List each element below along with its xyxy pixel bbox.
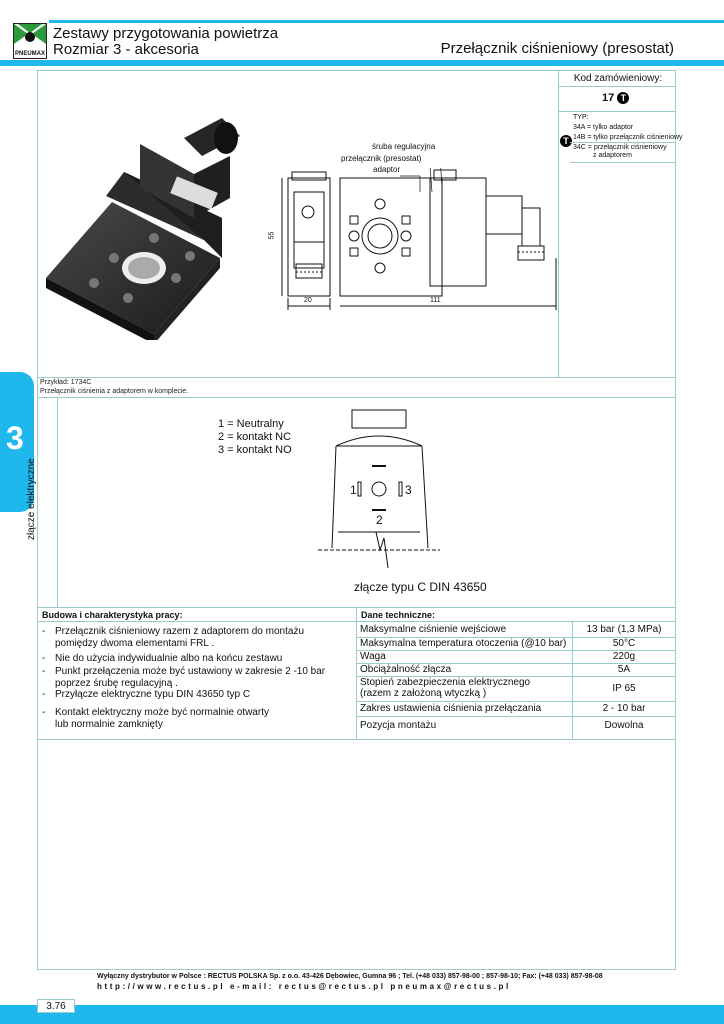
tech-key: Zakres ustawienia ciśnienia przełączania xyxy=(360,703,542,714)
construction-item-5-line1: Kontakt elektryczny może być normalnie otwarty xyxy=(55,707,269,718)
pin-1-label: 1 xyxy=(350,483,357,497)
bullet-dash: - xyxy=(42,666,46,677)
example-line2: Przełącznik ciśnienia z adaptorem w komplecie. xyxy=(40,388,189,395)
construction-item-4-line1: Przyłącze elektryczne typu DIN 43650 typ C xyxy=(55,689,251,700)
tech-value: 220g xyxy=(612,651,636,662)
type-option-14b: 14B = tylko przełącznik ciśnieniowy xyxy=(573,134,683,141)
construction-item-1-line2: pomiędzy dwoma elementami FRL . xyxy=(55,638,215,649)
pneumax-logo xyxy=(13,23,47,59)
header-title-line2: Rozmiar 3 - akcesoria xyxy=(53,41,199,58)
footer-bar xyxy=(0,1005,724,1024)
tech-value: 2 - 10 bar xyxy=(602,703,646,714)
tech-row-divider xyxy=(356,701,676,702)
order-code-divider xyxy=(558,111,676,112)
order-code-number: 17 xyxy=(602,92,615,104)
construction-item-5 xyxy=(42,707,352,731)
header-title-line1: Zestawy przygotowania powietrza xyxy=(53,25,279,42)
bullet-dash: - xyxy=(42,707,46,718)
tech-value: 5A xyxy=(617,664,631,675)
header-bottom-rule xyxy=(0,60,724,66)
electrical-connector-label: złącze elektryczne xyxy=(26,458,37,540)
tech-key-cont: (razem z założoną wtyczką ) xyxy=(360,688,487,699)
bullet-dash: - xyxy=(42,689,46,700)
bullet-dash: - xyxy=(42,626,46,637)
construction-item-3-line1: Punkt przełączenia może być ustawiony w zakresie 2 -10 bar xyxy=(55,666,326,677)
tech-value: Dowolna xyxy=(604,720,644,731)
example-top-divider xyxy=(37,377,676,378)
tech-row-max-pressure xyxy=(358,624,676,637)
pin-3-label: 3 xyxy=(405,483,412,497)
type-legend-badge xyxy=(560,132,572,150)
tech-value: 13 bar (1,3 MPa) xyxy=(586,624,662,635)
type-badge: T xyxy=(617,92,629,104)
product-photo xyxy=(44,108,240,340)
construction-item-2-line1: Nie do użycia indywidualnie albo na końcu zestawu xyxy=(55,653,283,664)
bullet-dash: - xyxy=(42,653,46,664)
pneumax-logo-icon xyxy=(14,24,46,50)
tech-key: Obciążalność złącza xyxy=(360,664,452,675)
construction-item-5-line2: lub normalnie zamknięty xyxy=(55,719,163,730)
construction-item-3 xyxy=(42,666,352,690)
tech-key: Stopień zabezpieczenia elektrycznego xyxy=(360,677,531,688)
callout-adaptor: adaptor xyxy=(373,165,401,174)
construction-item-1-line1: Przełącznik ciśnieniowy razem z adaptorem do montażu xyxy=(55,626,304,637)
construction-item-1 xyxy=(42,626,352,650)
type-option-34c-cont: z adaptorem xyxy=(593,152,632,159)
dimension-height: 55 xyxy=(268,231,276,240)
construction-item-4 xyxy=(42,689,352,701)
technical-heading: Dane techniczne: xyxy=(361,610,436,620)
tech-value: IP 65 xyxy=(612,683,636,694)
type-option-34c: 34C = przełącznik ciśnieniowy xyxy=(573,144,667,151)
tech-row-divider xyxy=(356,716,676,717)
tech-key: Pozycja montażu xyxy=(360,720,437,731)
example-line1: Przykład: 1734C xyxy=(40,379,92,386)
type-label: TYP: xyxy=(573,114,589,121)
callout-pressure-switch: przełącznik (presostat) xyxy=(341,154,422,163)
order-code xyxy=(602,92,629,104)
electrical-label-divider xyxy=(57,397,58,607)
example-bottom-divider xyxy=(37,397,676,398)
order-code-label: Kod zamówieniowy: xyxy=(573,73,663,84)
tech-key: Maksymalna temperatura otoczenia (@10 bar) xyxy=(360,638,567,649)
connector-type-label: złącze typu C DIN 43650 xyxy=(354,580,487,594)
specs-bottom-divider xyxy=(37,739,676,740)
section-number: 3 xyxy=(6,420,24,456)
tech-row-mounting xyxy=(358,720,676,733)
type-row-divider xyxy=(570,142,676,143)
header-title-right: Przełącznik ciśnieniowy (presostat) xyxy=(440,40,674,57)
pin-2-label: 2 xyxy=(376,513,383,527)
dimension-right: 111 xyxy=(430,297,441,304)
type-row-divider-end xyxy=(570,162,676,163)
footer-contacts: http://www.rectus.pl e-mail: rectus@rectus.pl pneumax@rectus.pl xyxy=(97,982,511,991)
tech-key: Maksymalne ciśnienie wejściowe xyxy=(360,624,507,635)
tech-value: 50°C xyxy=(612,638,636,649)
technical-drawing xyxy=(270,168,560,318)
order-label-divider xyxy=(558,86,676,87)
type-legend-badge-text: T xyxy=(560,135,572,147)
specs-column-divider xyxy=(356,607,357,739)
legend-no: 3 = kontakt NO xyxy=(218,444,292,456)
tech-row-range xyxy=(358,703,676,716)
type-option-34a: 34A = tylko adaptor xyxy=(573,124,634,131)
logo-text: PNEUMAX xyxy=(14,51,45,57)
connector-drawing xyxy=(318,408,440,578)
footer-distributor: Wyłączny dystrybutor w Polsce : RECTUS POLSKA Sp. z o.o. 43-426 Dębowiec, Gumna 96 ; Tel. (+48 033) 857-98-00 ; 857-98-10; Fax: (+48 033) 857-98-08 xyxy=(97,973,603,980)
page-number: 3.76 xyxy=(37,999,75,1013)
construction-item-2 xyxy=(42,653,352,665)
legend-neutral: 1 = Neutralny xyxy=(218,418,284,430)
legend-nc: 2 = kontakt NC xyxy=(218,431,292,443)
tech-key: Waga xyxy=(360,651,386,662)
header-top-rule xyxy=(49,20,724,23)
dimension-left: 20 xyxy=(304,297,312,304)
callout-adjust-screw: śruba regulacyjna xyxy=(372,142,436,151)
construction-heading: Budowa i charakterystyka pracy: xyxy=(42,610,183,620)
tech-row-protection xyxy=(358,677,676,701)
construction-item-3-line2: poprzez śrubę regulacyjną . xyxy=(55,678,178,689)
